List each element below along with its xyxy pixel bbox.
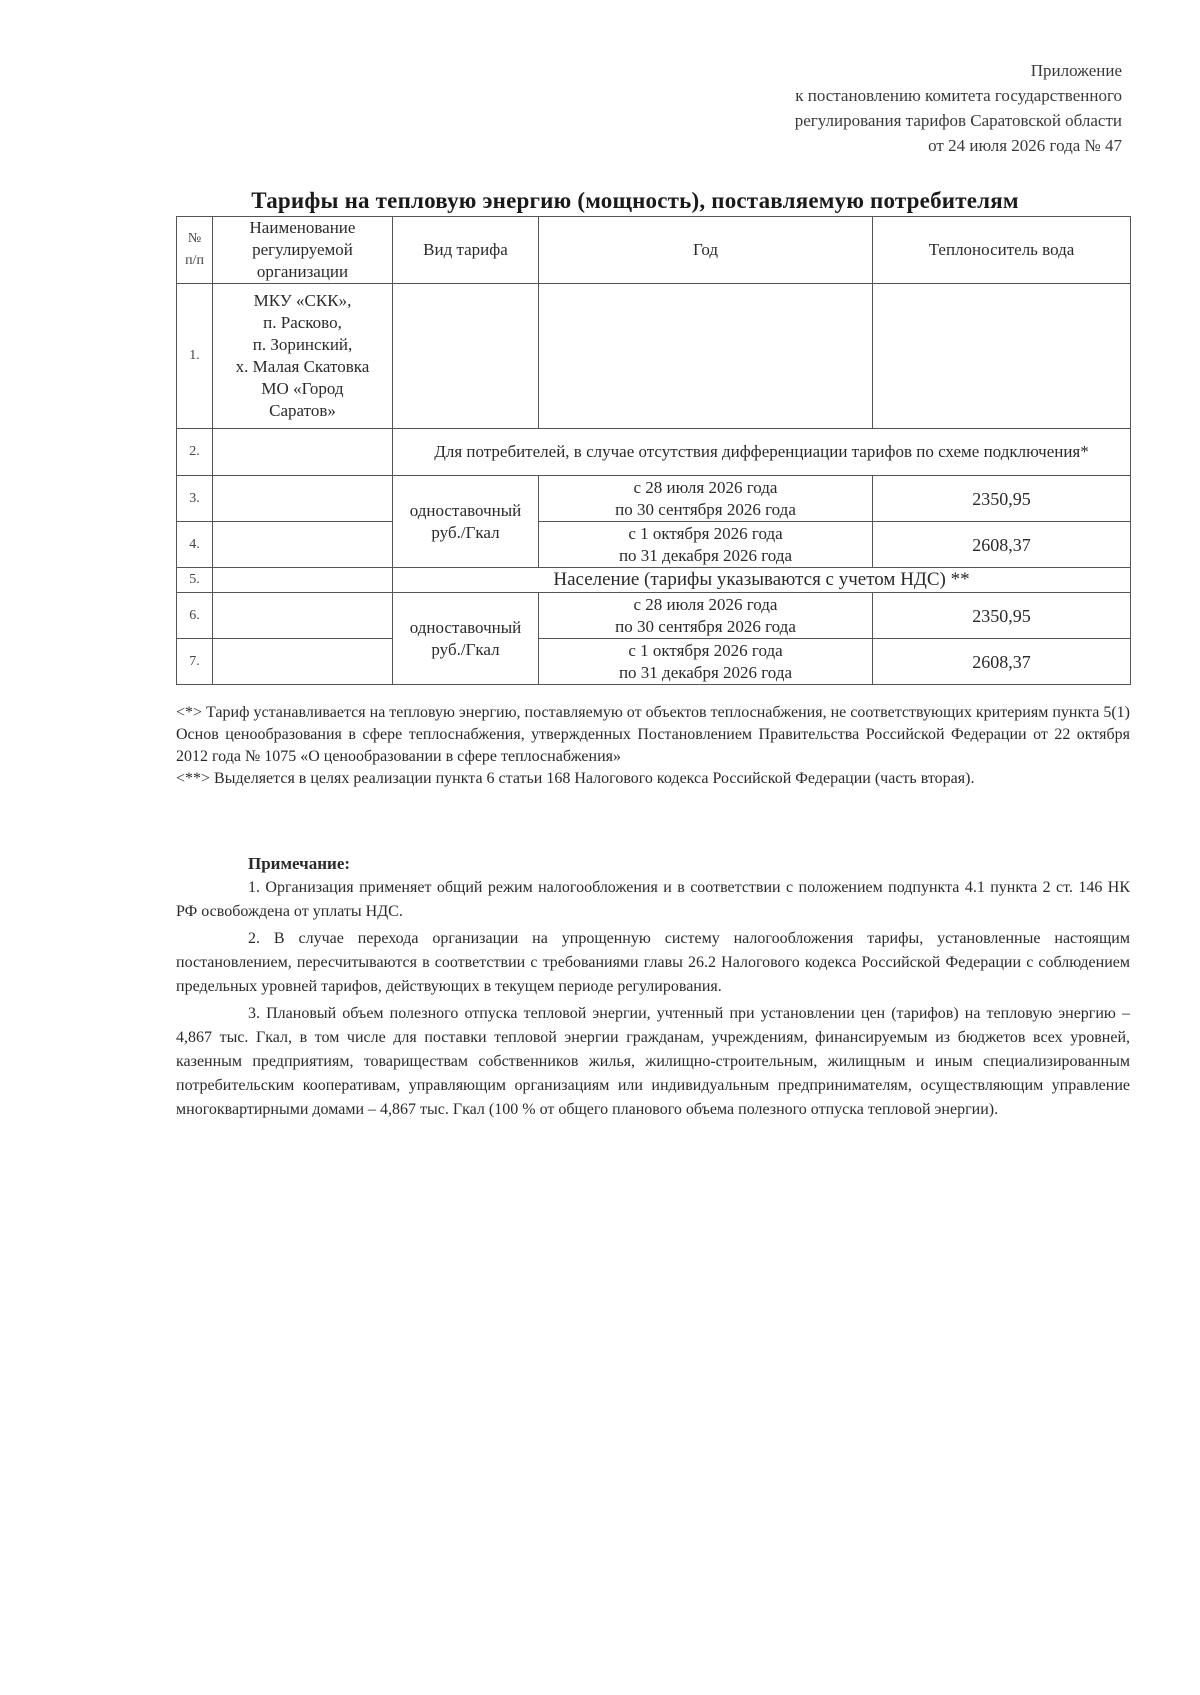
table-row [177,639,1131,685]
header-num: № п/п [177,217,213,284]
period-start: с 1 октября 2026 года [628,640,783,660]
appendix-note [602,58,1122,158]
tariff-unit-line: руб./Гкал [431,522,500,542]
footnote-single-star: <*> Тариф устанавливается на тепловую энергию, поставляемую от объектов теплоснабжения, не соответствующих критериям пункта 5(1) Основ ценообразования в сфере теплоснабжения, утвержденных Постановлением Правительства Российской Федерации от 22 октября 2012 года № 1075 «О ценообразовании в сфере теплоснабжения» [176,704,1130,765]
org-line: п. Зоринский, [252,335,353,354]
period-cell [539,522,873,568]
header-org: Наименование регулируемой организации [213,217,393,284]
empty-cell [873,284,1131,429]
organization-name [213,284,393,429]
notes-section [176,852,1130,1125]
empty-cell [213,568,393,593]
period-cell [539,593,873,639]
empty-cell [213,639,393,685]
period-cell [539,476,873,522]
appendix-line: от 24 июля 2026 года № 47 [928,136,1122,155]
org-line: Саратов» [269,401,336,420]
tariff-type [393,476,539,568]
empty-cell [213,476,393,522]
org-line: МКУ «СКК», [253,291,352,310]
consumer-category: Для потребителей, в случае отсутствия дифференциации тарифов по схеме подключения* [393,429,1131,476]
org-line: х. Малая Скатовка [235,357,370,376]
row-num: 6. [177,593,213,639]
period-cell [539,639,873,685]
document-title: Тарифы на тепловую энергию (мощность), поставляемую потребителям [251,188,1019,213]
empty-cell [213,593,393,639]
header-year: Год [539,217,873,284]
period-start: с 28 июля 2026 года [633,594,778,614]
table-row [177,429,1131,476]
appendix-line: Приложение [1030,61,1122,80]
row-num: 2. [177,429,213,476]
empty-cell [213,429,393,476]
consumer-category: Население (тарифы указываются с учетом НДС) ** [393,568,1131,593]
row-num: 7. [177,639,213,685]
row-num: 5. [177,568,213,593]
appendix-line: к постановлению комитета государственного [795,86,1122,105]
tariff-unit-line: руб./Гкал [431,639,500,659]
org-line: МО «Город [261,379,344,398]
note-item: 3. Плановый объем полезного отпуска тепловой энергии, учтенный при установлении цен (тарифов) на тепловую энергию – 4,867 тыс. Гкал, в том числе для поставки тепловой энергии гражданам, учреждениям, финансируемым из бюджетов всех уровней, казенным предприятиям, товариществам собственников жилья, жилищно-строительным, жилищным и иным специализированным потребительским кооперативам, управляющим организациям или индивидуальным предпринимателям, осуществляющим управление многоквартирными домами – 4,867 тыс. Гкал (100 % от общего планового объема полезного отпуска тепловой энергии). [176,1005,1130,1118]
tariff-value: 2608,37 [873,522,1131,568]
tariff-type-line: одноставочный [409,500,522,520]
header-type: Вид тарифа [393,217,539,284]
tariff-type-line: одноставочный [409,617,522,637]
empty-cell [539,284,873,429]
period-start: с 1 октября 2026 года [628,523,783,543]
header-carrier: Теплоноситель вода [873,217,1131,284]
row-num: 1. [177,284,213,429]
period-end: по 31 декабря 2026 года [618,545,793,565]
notes-title: Примечание: [248,854,351,873]
tariff-table [176,216,1131,685]
period-end: по 30 сентября 2026 года [615,616,796,636]
footnote-double-star: <**> Выделяется в целях реализации пункта 6 статьи 168 Налогового кодекса Российской Федерации (часть вторая). [176,770,975,787]
period-end: по 30 сентября 2026 года [615,499,796,519]
note-item: 2. В случае перехода организации на упрощенную систему налогообложения тарифы, установленные настоящим постановлением, пересчитываются в соответствии с требованиями главы 26.2 Налогового кодекса Российской Федерации с соблюдением предельных уровней тарифов, действующих в текущем периоде регулирования. [176,930,1130,995]
table-row [177,568,1131,593]
tariff-value: 2350,95 [873,476,1131,522]
row-num: 3. [177,476,213,522]
tariff-type [393,593,539,685]
empty-cell [393,284,539,429]
appendix-line: регулирования тарифов Саратовской области [794,111,1122,130]
footnotes [176,702,1130,790]
period-start: с 28 июля 2026 года [633,477,778,497]
table-row [177,593,1131,639]
table-row [177,522,1131,568]
note-item: 1. Организация применяет общий режим налогообложения и в соответствии с положением подпункта 4.1 пункта 2 ст. 146 НК РФ освобождена от уплаты НДС. [176,879,1130,920]
row-num: 4. [177,522,213,568]
table-row [177,284,1131,429]
org-line: п. Расково, [263,313,342,332]
tariff-value: 2608,37 [873,639,1131,685]
table-row [177,476,1131,522]
table-header-row [177,217,1131,284]
tariff-value: 2350,95 [873,593,1131,639]
period-end: по 31 декабря 2026 года [618,662,793,682]
empty-cell [213,522,393,568]
